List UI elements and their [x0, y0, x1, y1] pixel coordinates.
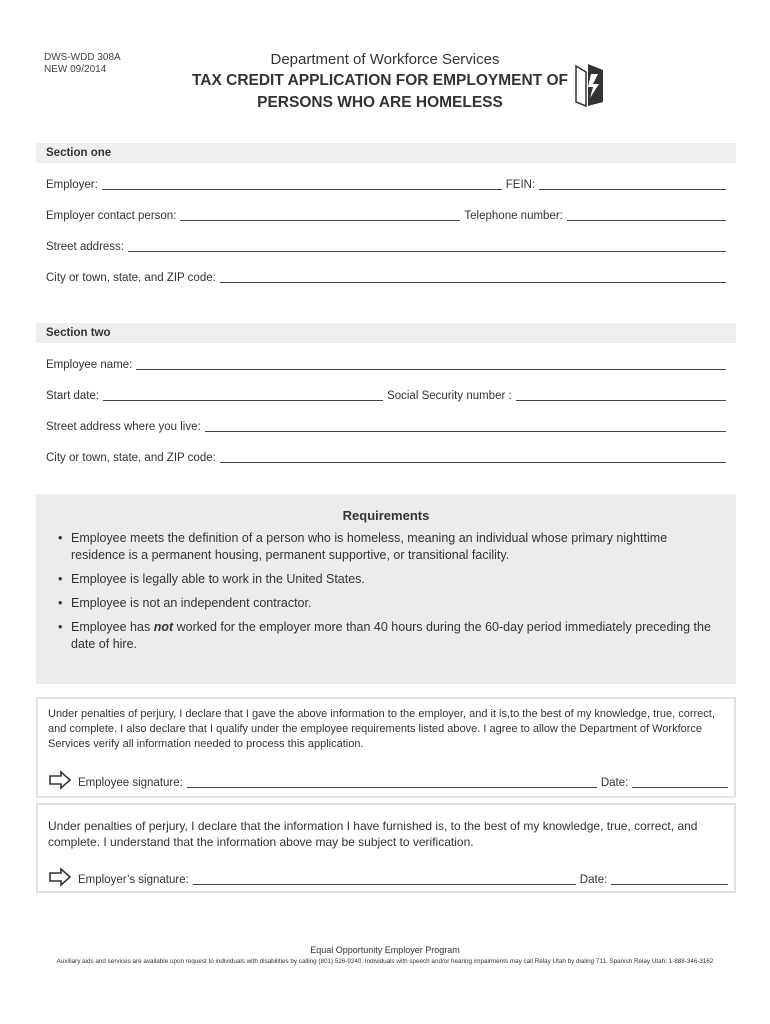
employer-city-label: City or town, state, and ZIP code:	[46, 272, 216, 284]
form-code	[44, 52, 121, 76]
telephone-label: Telephone number:	[464, 210, 563, 222]
arrow-right-icon	[48, 770, 72, 790]
employee-declaration-box	[36, 697, 736, 798]
employer-date-input[interactable]	[611, 875, 728, 885]
requirements-title: Requirements	[342, 508, 430, 523]
telephone-input[interactable]	[567, 211, 726, 221]
start-date-label: Start date:	[46, 390, 100, 402]
requirements-list	[58, 530, 718, 660]
ssn-input[interactable]	[516, 391, 726, 401]
requirements-box	[36, 494, 736, 684]
requirement-text: Employee meets the definition of a person who is homeless, meaning an individual whose primary nighttime residence is a permanent housing, permanent supportive, or transitional facility.	[71, 531, 668, 562]
requirement-item	[58, 595, 718, 612]
employer-label: Employer:	[46, 179, 98, 191]
department-name: Department of Workforce Services	[270, 51, 500, 68]
form-title-line2: PERSONS WHO ARE HOMELESS	[257, 94, 503, 111]
form-number: DWS-WDD 308A	[44, 52, 121, 63]
employee-street-input[interactable]	[205, 422, 726, 432]
footer-notice: Auxiliary aids and services are available upon request to individuals with disabilities by calling (801) 526-9240. Individuals with speech and/or hearing impairments may call Relay Utah by dialing 711. Spanish Relay Utah: 1-888-346-3162	[56, 958, 714, 965]
bullet-icon: •	[58, 572, 63, 586]
form-revision: NEW 09/2014	[44, 64, 107, 75]
employer-input[interactable]	[102, 180, 502, 190]
bullet-icon: •	[58, 596, 63, 610]
employer-street-input[interactable]	[128, 242, 726, 252]
employee-signature-label: Employee signature:	[78, 777, 183, 789]
requirement-emphasis: not	[153, 620, 174, 634]
requirement-text-start: Employee has	[71, 620, 154, 634]
employer-date-label: Date:	[579, 874, 608, 886]
requirement-text: Employee is legally able to work in the United States.	[71, 572, 365, 586]
start-date-row	[46, 387, 726, 403]
contact-row	[46, 207, 726, 223]
employer-street-row	[46, 238, 726, 254]
employee-date-input[interactable]	[632, 778, 728, 788]
contact-input[interactable]	[180, 211, 460, 221]
employee-city-row	[46, 449, 726, 465]
employer-city-row	[46, 269, 726, 285]
contact-label: Employer contact person:	[46, 210, 177, 222]
requirement-item	[58, 530, 718, 564]
section-one-header: Section one	[36, 143, 736, 163]
section-two-header: Section two	[36, 323, 736, 343]
employee-signature-input[interactable]	[187, 778, 597, 788]
bullet-icon: •	[58, 620, 63, 634]
employer-signature-input[interactable]	[193, 875, 576, 885]
bullet-icon: •	[58, 531, 63, 545]
employee-street-label: Street address where you live:	[46, 421, 201, 433]
form-title-line1: TAX CREDIT APPLICATION FOR EMPLOYMENT OF	[191, 72, 568, 89]
employer-street-label: Street address:	[46, 241, 124, 253]
requirement-text: Employee is not an independent contractor.	[71, 596, 312, 610]
employer-signature-label: Employer’s signature:	[78, 874, 189, 886]
employee-city-input[interactable]	[220, 453, 726, 463]
fein-input[interactable]	[539, 180, 726, 190]
footer-program: Equal Opportunity Employer Program	[310, 945, 460, 955]
employee-name-row	[46, 356, 726, 372]
requirement-text-end: worked for the employer more than 40 hours during the 60-day period immediately preceding the date of hire.	[71, 620, 711, 651]
employee-declaration-text: Under penalties of perjury, I declare that I gave the above information to the employer, and it is,to the best of my knowledge, true, correct, and complete. I also declare that I qualify under the employee requirements listed above. I agree to allow the Department of Workforce Services verify all information needed to process this application.	[48, 708, 715, 750]
arrow-right-icon	[48, 867, 72, 887]
utah-logo-icon	[574, 62, 604, 108]
employer-signature-row	[48, 865, 728, 887]
requirement-item	[58, 619, 718, 653]
form-title	[190, 70, 570, 114]
start-date-input[interactable]	[103, 391, 383, 401]
employer-declaration-box	[36, 803, 736, 893]
employee-name-label: Employee name:	[46, 359, 133, 371]
employee-street-row	[46, 418, 726, 434]
employee-date-label: Date:	[600, 777, 629, 789]
requirement-item	[58, 571, 718, 588]
employer-row	[46, 176, 726, 192]
employer-declaration-text: Under penalties of perjury, I declare that the information I have furnished is, to the best of my knowledge, true, correct, and complete. I understand that the information above may be subject to verification.	[48, 819, 698, 849]
employee-name-input[interactable]	[136, 360, 726, 370]
fein-label: FEIN:	[505, 179, 536, 191]
employee-city-label: City or town, state, and ZIP code:	[46, 452, 216, 464]
ssn-label: Social Security number :	[387, 390, 512, 402]
employer-city-input[interactable]	[220, 273, 726, 283]
employee-signature-row	[48, 768, 728, 790]
